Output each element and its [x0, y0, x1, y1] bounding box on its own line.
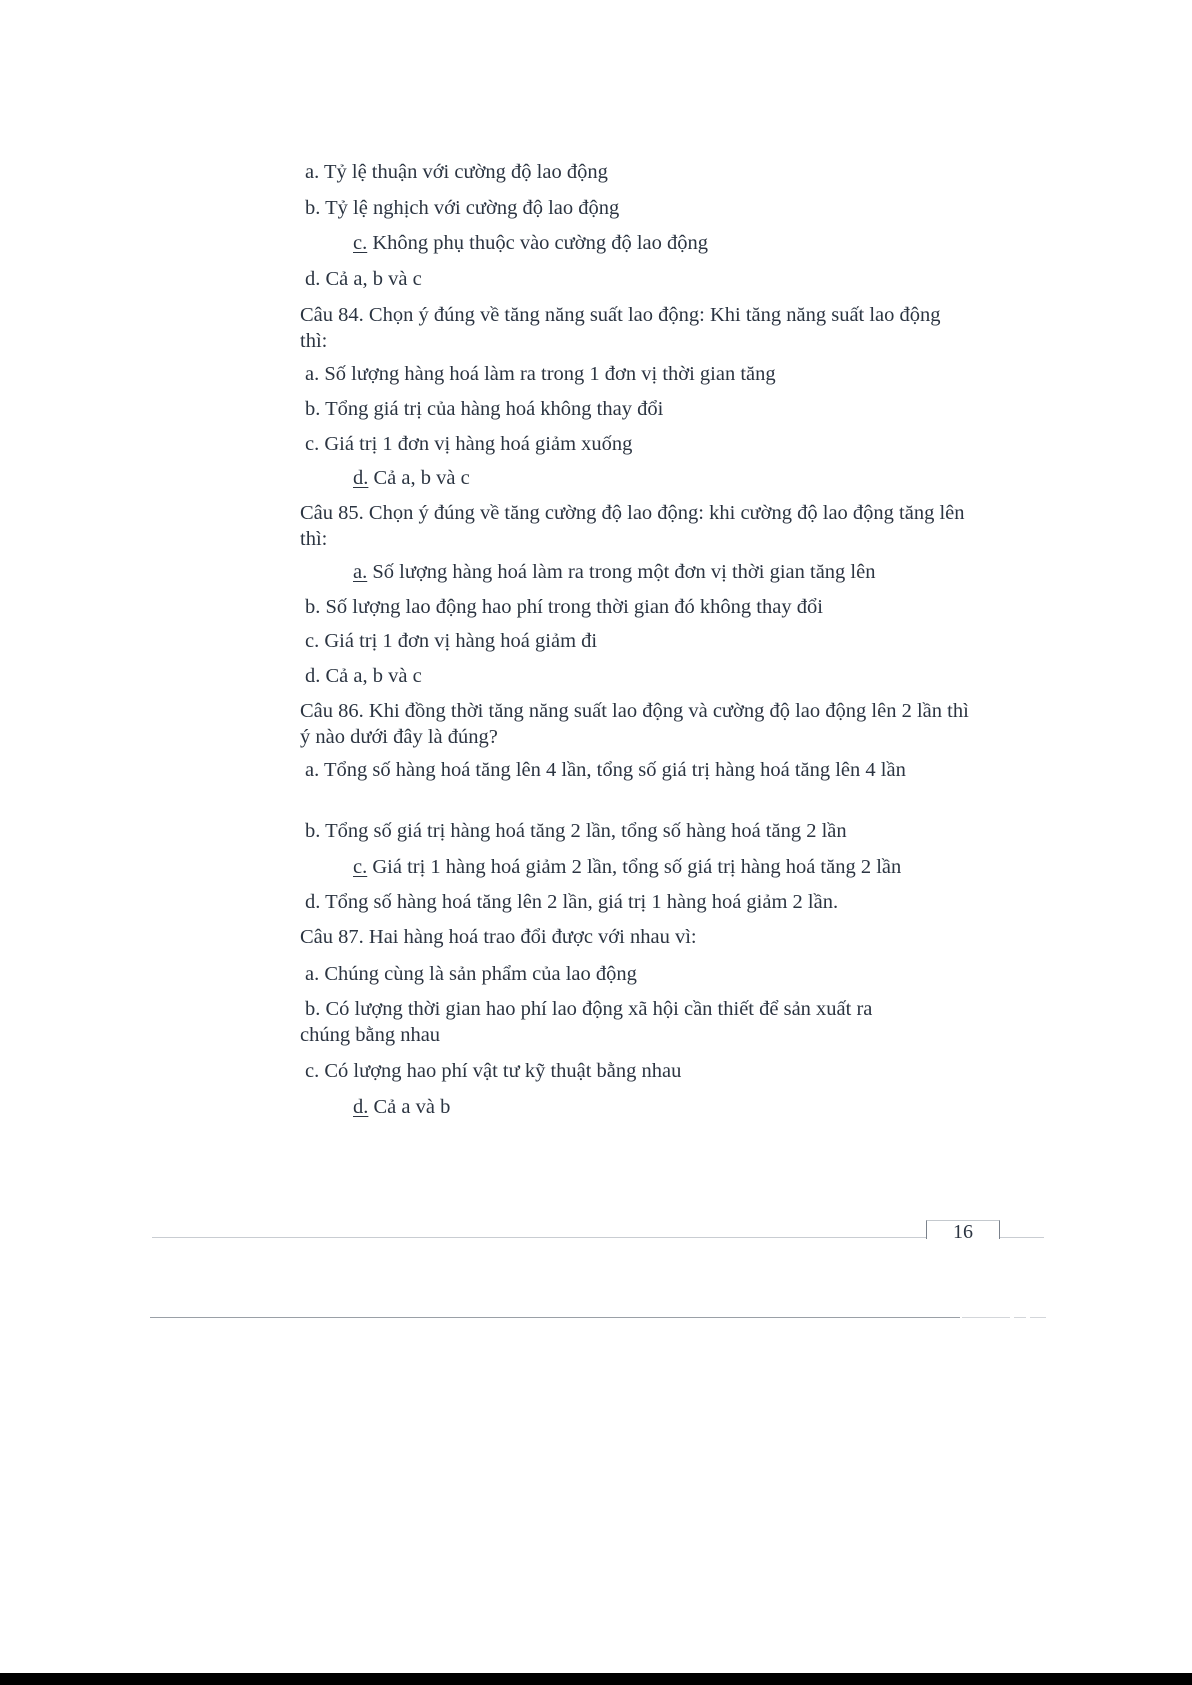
- answer-letter: c.: [353, 856, 368, 878]
- option-line: a. Số lượng hàng hoá làm ra trong 1 đơn vị thời gian tăng: [305, 363, 776, 385]
- option-line: c. Giá trị 1 đơn vị hàng hoá giảm đi: [305, 630, 598, 652]
- answer-text: Cả a, b và c: [368, 467, 470, 489]
- page-bottom-rule: [150, 1317, 960, 1318]
- answer-line: [353, 854, 901, 880]
- page-bottom-rule-segment: [1014, 1317, 1026, 1318]
- answer-line: [353, 230, 708, 256]
- option-line: b. Tổng giá trị của hàng hoá không thay đổi: [305, 398, 664, 420]
- answer-line: [353, 1094, 450, 1120]
- page-number: 16: [953, 1221, 973, 1243]
- option-line: a. Chúng cùng là sản phẩm của lao động: [305, 963, 637, 985]
- page-bottom-rule-segment: [1030, 1317, 1046, 1318]
- answer-line: [353, 465, 470, 491]
- option-line: d. Tổng số hàng hoá tăng lên 2 lần, giá trị 1 hàng hoá giảm 2 lần.: [305, 891, 839, 913]
- question-line: Câu 84. Chọn ý đúng về tăng năng suất lao động: Khi tăng năng suất lao động thì:: [300, 304, 941, 352]
- option-line: c. Có lượng hao phí vật tư kỹ thuật bằng nhau: [305, 1060, 682, 1082]
- answer-text: Cả a và b: [368, 1096, 451, 1118]
- option-line: b. Tổng số giá trị hàng hoá tăng 2 lần, tổng số hàng hoá tăng 2 lần: [305, 820, 847, 842]
- question-line: Câu 86. Khi đồng thời tăng năng suất lao động và cường độ lao động lên 2 lần thì ý nào dưới đây là đúng?: [300, 700, 969, 748]
- answer-letter: d.: [353, 1096, 369, 1118]
- question-line: Câu 85. Chọn ý đúng về tăng cường độ lao động: khi cường độ lao động tăng lên thì:: [300, 502, 965, 550]
- option-line: c. Giá trị 1 đơn vị hàng hoá giảm xuống: [305, 433, 633, 455]
- answer-letter: a.: [353, 561, 368, 583]
- footer-rule: [152, 1237, 1044, 1238]
- option-line: b. Tỷ lệ nghịch với cường độ lao động: [305, 197, 620, 219]
- option-line: d. Cả a, b và c: [305, 665, 422, 687]
- answer-text: Giá trị 1 hàng hoá giảm 2 lần, tổng số giá trị hàng hoá tăng 2 lần: [367, 856, 902, 878]
- answer-text: Số lượng hàng hoá làm ra trong một đơn vị thời gian tăng lên: [367, 561, 876, 583]
- option-line: a. Tổng số hàng hoá tăng lên 4 lần, tổng số giá trị hàng hoá tăng lên 4 lần: [305, 759, 906, 781]
- answer-text: Không phụ thuộc vào cường độ lao động: [367, 232, 709, 254]
- page-bottom-rule-segment: [962, 1317, 1010, 1318]
- bottom-black-strip: [0, 1673, 1192, 1685]
- option-line: b. Số lượng lao động hao phí trong thời gian đó không thay đổi: [305, 596, 823, 618]
- option-line: a. Tỷ lệ thuận với cường độ lao động: [305, 161, 608, 183]
- answer-letter: c.: [353, 232, 368, 254]
- question-line: Câu 87. Hai hàng hoá trao đổi được với nhau vì:: [300, 926, 697, 948]
- answer-letter: d.: [353, 467, 369, 489]
- option-line: b. Có lượng thời gian hao phí lao động xã hội cần thiết để sản xuất ra chúng bằng nhau: [300, 998, 873, 1046]
- option-line: d. Cả a, b và c: [305, 268, 422, 290]
- answer-line: [353, 559, 875, 585]
